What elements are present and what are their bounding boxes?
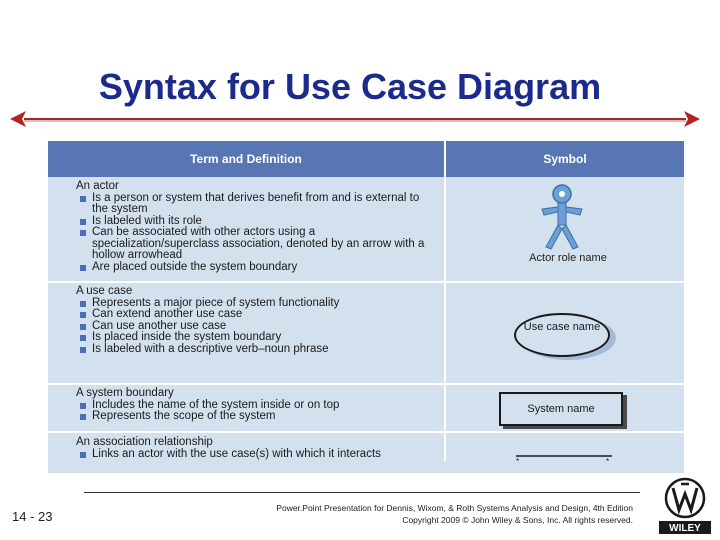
- list-item: Is placed inside the system boundary: [92, 332, 436, 344]
- list-item: Is labeled with its role: [92, 216, 436, 228]
- credit-line-1: Power.Point Presentation for Dennis, Wixom, & Roth Systems Analysis and Design, 4th Edition: [276, 503, 633, 513]
- use-case-symbol-label: Use case name: [523, 321, 601, 333]
- use-case-definition: [76, 286, 436, 355]
- footer-credit: [276, 502, 633, 526]
- list-item: Is a person or system that derives benefit from and is external to the system: [92, 193, 436, 216]
- actor-stick-figure-icon: [532, 183, 592, 251]
- association-term: An association relationship: [76, 436, 213, 448]
- wiley-logo-text: WILEY: [669, 523, 701, 534]
- list-item: Can use another use case: [92, 321, 436, 333]
- list-item: Represents a major piece of system functionality: [92, 298, 436, 310]
- list-item: Are placed outside the system boundary: [92, 262, 436, 274]
- column-divider: [444, 141, 446, 461]
- system-boundary-symbol-label: System name: [527, 403, 595, 415]
- list-item: Includes the name of the system inside or on top: [92, 400, 436, 412]
- footer-rule: [84, 492, 640, 493]
- association-line-symbol: [514, 452, 614, 464]
- actor-term: An actor: [76, 180, 119, 192]
- table-header: [48, 141, 684, 177]
- system-boundary-symbol: [499, 392, 623, 426]
- use-case-syntax-table: [48, 141, 684, 464]
- svg-text:*: *: [516, 457, 520, 464]
- use-case-term: A use case: [76, 285, 133, 297]
- header-symbol: Symbol: [543, 152, 587, 166]
- system-boundary-definition: [76, 388, 436, 423]
- list-item: Can extend another use case: [92, 309, 436, 321]
- list-item: Links an actor with the use case(s) with which it interacts: [92, 449, 436, 461]
- list-item: Can be associated with other actors using a specialization/superclass association, denoted by an arrow with a hollow arrowhead: [92, 227, 436, 262]
- wiley-logo-icon: [659, 476, 711, 534]
- association-definition: [76, 437, 436, 460]
- list-item: Is labeled with a descriptive verb–noun phrase: [92, 344, 436, 356]
- system-boundary-term: A system boundary: [76, 387, 174, 399]
- svg-text:*: *: [606, 457, 610, 464]
- actor-symbol-label: Actor role name: [529, 252, 607, 264]
- slide-title: Syntax for Use Case Diagram: [98, 66, 602, 107]
- use-case-ellipse-symbol: [514, 313, 610, 357]
- header-term-definition: Term and Definition: [190, 152, 302, 166]
- actor-definition: [76, 181, 436, 273]
- page-number: 14 - 23: [12, 509, 53, 524]
- list-item: Represents the scope of the system: [92, 411, 436, 423]
- credit-line-2: Copyright 2009 © John Wiley & Sons, Inc. All rights reserved.: [402, 515, 633, 525]
- double-arrow-divider-icon: [10, 108, 700, 130]
